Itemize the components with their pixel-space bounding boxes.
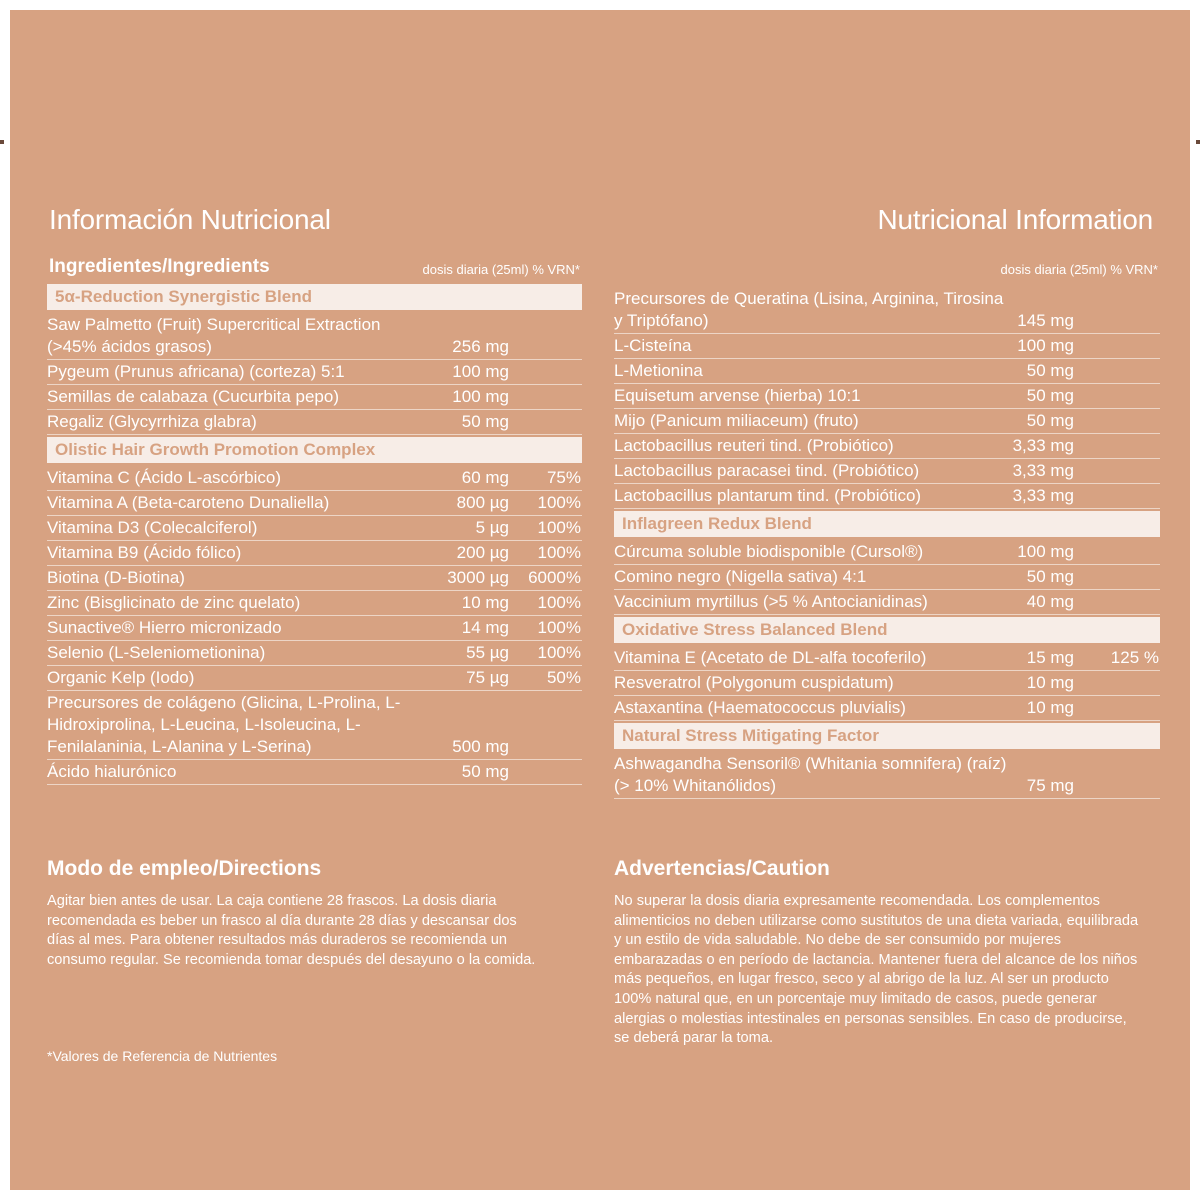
- ingredient-vrn-percent: 100%: [537, 618, 581, 637]
- section-band: Inflagreen Redux Blend: [614, 511, 1160, 537]
- ingredient-name: Vitamina B9 (Ácido fólico): [47, 543, 242, 562]
- section-band: Oxidative Stress Balanced Blend: [614, 617, 1160, 643]
- title-english: Nutricional Information: [877, 204, 1153, 235]
- ingredient-amount: 3000 µg: [447, 568, 509, 587]
- ingredient-name: Selenio (L-Seleniometionina): [47, 643, 266, 662]
- left-table-header: [47, 256, 582, 282]
- ingredient-name: Astaxantina (Haematococcus pluvialis): [614, 698, 906, 717]
- ingredient-row: [47, 691, 582, 760]
- ingredient-name: Vaccinium myrtillus (>5 % Antocianidinas): [614, 592, 928, 611]
- ingredient-row: [47, 641, 582, 666]
- section-band: 5α-Reduction Synergistic Blend: [47, 284, 582, 310]
- ingredient-name: Vitamina A (Beta-caroteno Dunaliella): [47, 493, 330, 512]
- ingredient-name: Vitamina E (Acetato de DL-alfa tocoferilo): [614, 648, 927, 667]
- directions-text: Agitar bien antes de usar. La caja contiene 28 frascos. La dosis diaria recomendada es beber un frasco al día durante 28 días y descansar dos días al mes. Para obtener resultados más duraderos se recomienda un consumo regular. Se recomienda tomar después del desayuno o la comida.: [47, 893, 536, 968]
- ingredient-amount: 75 mg: [1026, 776, 1074, 795]
- ingredient-amount: 50 mg: [1026, 386, 1074, 405]
- ingredient-amount: 256 mg: [452, 337, 509, 356]
- dosis-label: dosis diaria (25ml) % VRN*: [422, 262, 580, 277]
- ingredient-row: [47, 466, 582, 491]
- ingredient-vrn-percent: 100%: [537, 593, 581, 612]
- ingredient-amount: 50 mg: [461, 412, 509, 431]
- ingredient-vrn-percent: 100%: [537, 518, 581, 537]
- ingredient-name: Equisetum arvense (hierba) 10:1: [614, 386, 861, 405]
- title-spanish: Información Nutricional: [49, 204, 331, 235]
- ingredient-row: [614, 484, 1160, 509]
- ingredient-row: [614, 459, 1160, 484]
- directions-title: Modo de empleo/Directions: [47, 857, 322, 880]
- ingredient-row: [47, 410, 582, 435]
- ingredient-row: [47, 666, 582, 691]
- ingredient-row: [614, 590, 1160, 615]
- ingredient-row: [47, 313, 582, 360]
- ingredient-name: Precursores de Queratina (Lisina, Arginina, Tirosina y Triptófano): [614, 289, 1004, 330]
- ingredient-amount: 3,33 mg: [1012, 461, 1074, 480]
- ingredient-row: [47, 541, 582, 566]
- ingredient-amount: 10 mg: [1026, 673, 1074, 692]
- ingredient-name: Cúrcuma soluble biodisponible (Cursol®): [614, 542, 924, 561]
- ingredient-amount: 75 µg: [466, 668, 509, 687]
- ingredient-row: [614, 334, 1160, 359]
- ingredient-amount: 10 mg: [1026, 698, 1074, 717]
- ingredient-row: [614, 646, 1160, 671]
- ingredient-row: [47, 360, 582, 385]
- caution-text: No superar la dosis diaria expresamente recomendada. Los complementos alimenticios no deben utilizarse como sustitutos de una dieta variada, equilibrada y un estilo de vida saludable. No debe de ser consumido por mujeres embarazadas o en período de lactancia. Mantener fuera del alcance de los niños más pequeños, en lugar fresco, seco y al abrigo de la luz. Al ser un producto 100% natural que, en un porcentaje muy limitado de casos, puede generar alergias o molestias intestinales en personas sensibles. En caso de producirse, se deberá parar la toma.: [614, 893, 1139, 1047]
- ingredient-name: Semillas de calabaza (Cucurbita pepo): [47, 387, 339, 406]
- ingredient-vrn-percent: 75%: [546, 468, 581, 487]
- ingredient-amount: 5 µg: [475, 518, 509, 537]
- ingredient-amount: 100 mg: [1017, 542, 1074, 561]
- ingredient-vrn-percent: 50%: [546, 668, 581, 687]
- ingredient-name: Pygeum (Prunus africana) (corteza) 5:1: [47, 362, 345, 381]
- ingredient-row: [47, 491, 582, 516]
- ingredient-amount: 50 mg: [1026, 567, 1074, 586]
- ingredient-name: Ashwagandha Sensoril® (Whitania somnifera) (raíz) (> 10% Whitanólidos): [614, 754, 1007, 795]
- ingredient-vrn-percent: 100%: [537, 493, 581, 512]
- ingredient-name: Biotina (D-Biotina): [47, 568, 185, 587]
- ingredient-amount: 55 µg: [466, 643, 509, 662]
- left-groups: [47, 284, 582, 785]
- ingredient-name: Lactobacillus paracasei tind. (Probiótico): [614, 461, 920, 480]
- ingredient-row: [614, 752, 1160, 799]
- ingredient-name: Regaliz (Glycyrrhiza glabra): [47, 412, 257, 431]
- ingredient-name: Lactobacillus plantarum tind. (Probiótico): [614, 486, 922, 505]
- ingredient-row: [614, 359, 1160, 384]
- ingredient-name: Resveratrol (Polygonum cuspidatum): [614, 673, 894, 692]
- ingredient-name: L-Metionina: [614, 361, 703, 380]
- ingredient-row: [47, 516, 582, 541]
- caution-title: Advertencias/Caution: [614, 857, 830, 880]
- ingredient-vrn-percent: 125 %: [1110, 648, 1159, 667]
- ingredient-name: Saw Palmetto (Fruit) Supercritical Extraction (>45% ácidos grasos): [47, 315, 381, 356]
- ingredient-name: Zinc (Bisglicinato de zinc quelato): [47, 593, 301, 612]
- ingredient-vrn-percent: 100%: [537, 543, 581, 562]
- left-nutrition-table: [47, 256, 582, 785]
- dosis-label: dosis diaria (25ml) % VRN*: [1000, 262, 1158, 277]
- ingredients-heading: Ingredientes/Ingredients: [49, 256, 270, 277]
- ingredient-row: [47, 385, 582, 410]
- ingredient-amount: 3,33 mg: [1012, 486, 1074, 505]
- ingredient-vrn-percent: 6000%: [528, 568, 581, 587]
- right-groups: [614, 282, 1160, 799]
- ingredient-amount: 100 mg: [452, 362, 509, 381]
- ingredient-amount: 100 mg: [452, 387, 509, 406]
- ingredient-name: Organic Kelp (Iodo): [47, 668, 195, 687]
- ingredient-name: Lactobacillus reuteri tind. (Probiótico): [614, 436, 894, 455]
- ingredient-amount: 10 mg: [461, 593, 509, 612]
- ingredient-amount: 100 mg: [1017, 336, 1074, 355]
- ingredient-row: [47, 760, 582, 785]
- right-table-header: [614, 256, 1160, 282]
- section-band: Olistic Hair Growth Promotion Complex: [47, 437, 582, 463]
- ingredient-amount: 15 mg: [1026, 648, 1074, 667]
- ingredient-name: Sunactive® Hierro micronizado: [47, 618, 282, 637]
- ingredient-amount: 40 mg: [1026, 592, 1074, 611]
- right-nutrition-table: [614, 256, 1160, 799]
- ingredient-name: L-Cisteína: [614, 336, 692, 355]
- ingredient-vrn-percent: 100%: [537, 643, 581, 662]
- left-edge-mark: [0, 140, 4, 144]
- ingredient-row: [614, 565, 1160, 590]
- ingredient-row: [614, 409, 1160, 434]
- ingredient-name: Ácido hialurónico: [47, 762, 177, 781]
- ingredient-amount: 50 mg: [1026, 361, 1074, 380]
- ingredient-amount: 200 µg: [456, 543, 509, 562]
- right-edge-mark: [1196, 140, 1200, 144]
- ingredient-row: [614, 540, 1160, 565]
- ingredient-row: [47, 616, 582, 641]
- ingredient-row: [47, 566, 582, 591]
- ingredient-row: [614, 696, 1160, 721]
- ingredient-name: Vitamina D3 (Colecalciferol): [47, 518, 258, 537]
- ingredient-amount: 60 mg: [461, 468, 509, 487]
- ingredient-name: Precursores de colágeno (Glicina, L-Prolina, L-Hidroxiprolina, L-Leucina, L-Isoleucina, L-Fenilalaninia, L-Alanina y L-Serina): [47, 693, 401, 756]
- ingredient-name: Mijo (Panicum miliaceum) (fruto): [614, 411, 859, 430]
- footnote: *Valores de Referencia de Nutrientes: [47, 1048, 278, 1064]
- ingredient-name: Vitamina C (Ácido L-ascórbico): [47, 468, 281, 487]
- ingredient-row: [614, 671, 1160, 696]
- ingredient-amount: 50 mg: [1026, 411, 1074, 430]
- ingredient-row: [614, 287, 1160, 334]
- ingredient-amount: 50 mg: [461, 762, 509, 781]
- ingredient-amount: 800 µg: [456, 493, 509, 512]
- ingredient-row: [614, 434, 1160, 459]
- ingredient-amount: 145 mg: [1017, 311, 1074, 330]
- section-band: Natural Stress Mitigating Factor: [614, 723, 1160, 749]
- ingredient-amount: 3,33 mg: [1012, 436, 1074, 455]
- ingredient-amount: 14 mg: [461, 618, 509, 637]
- ingredient-name: Comino negro (Nigella sativa) 4:1: [614, 567, 867, 586]
- ingredient-row: [47, 591, 582, 616]
- ingredient-row: [614, 384, 1160, 409]
- ingredient-amount: 500 mg: [452, 737, 509, 756]
